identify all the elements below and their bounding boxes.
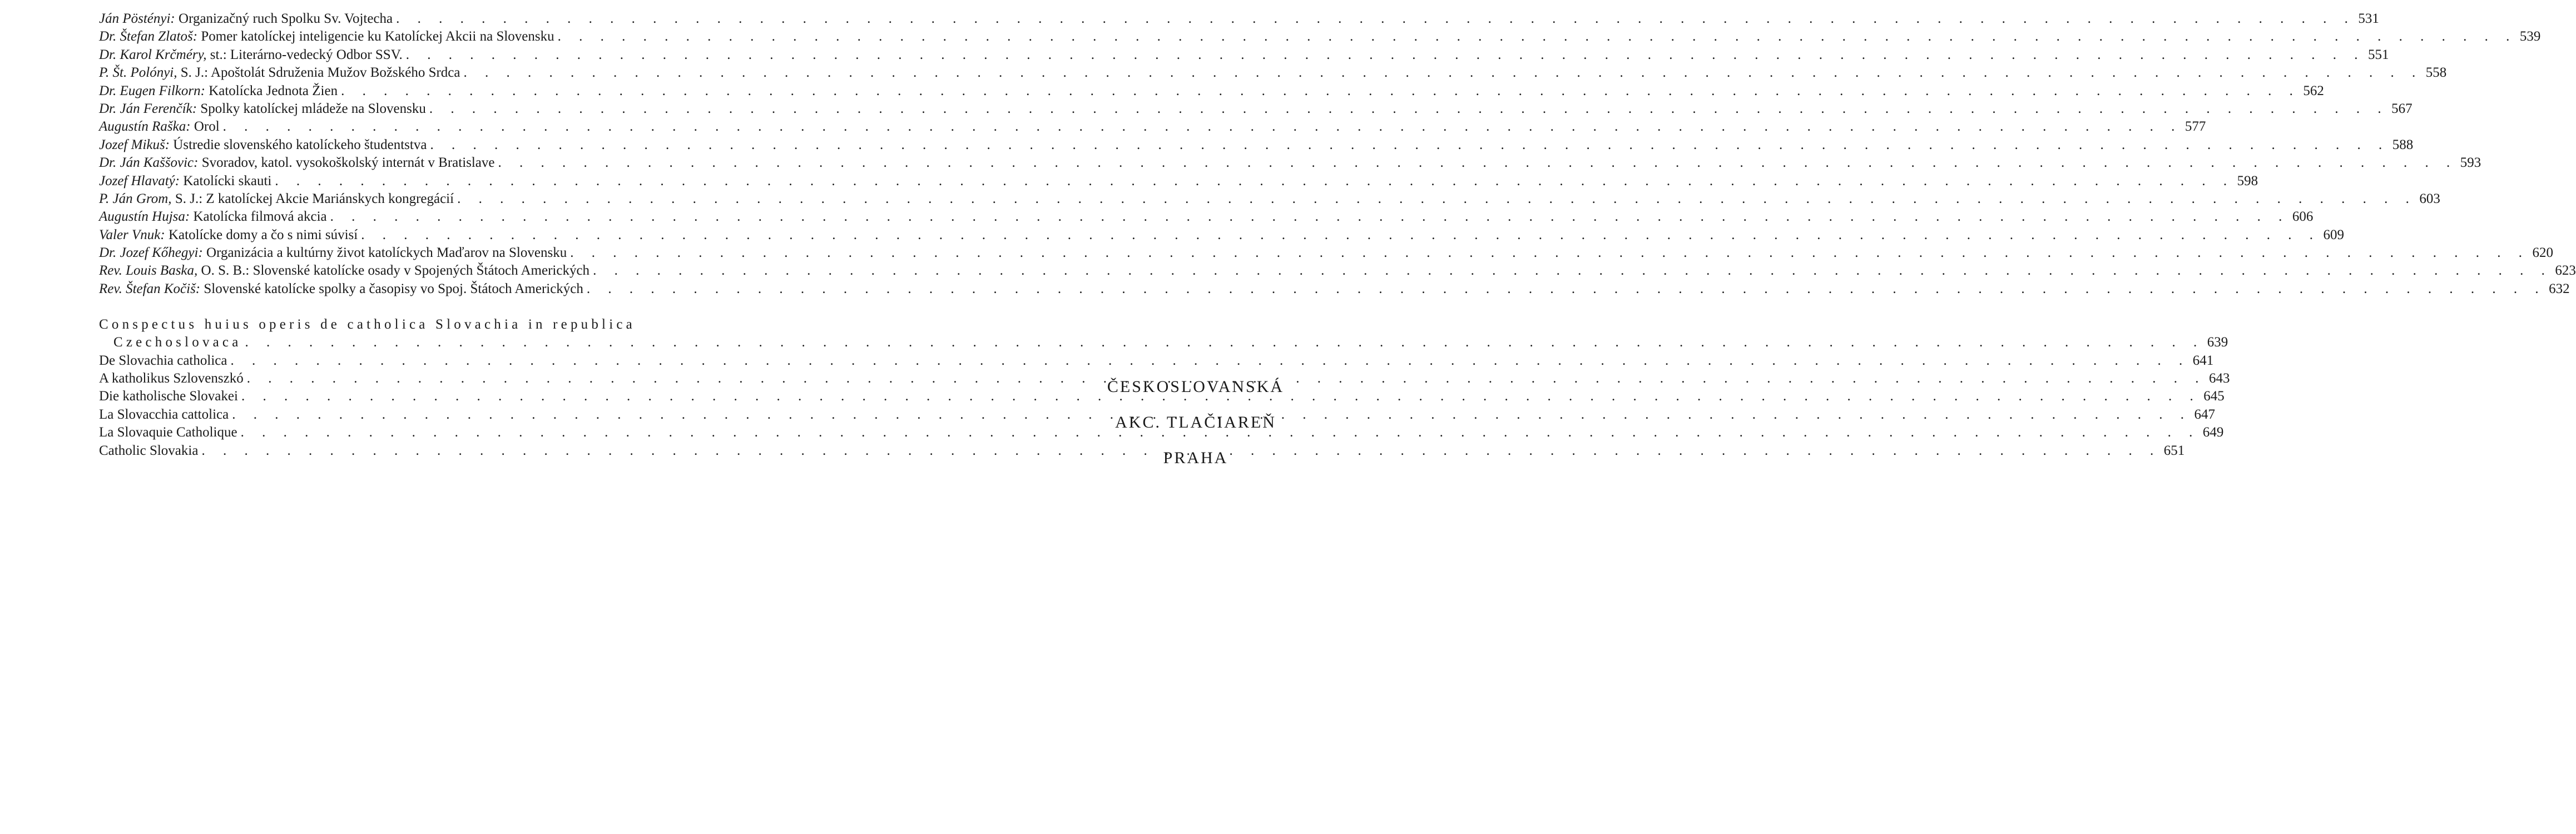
toc-entry-text — [99, 172, 271, 190]
toc-entry-title: S. J.: Z katolíckej Akcie Mariánskych kongregácií — [175, 191, 454, 206]
toc-entry-title: Katolícka Jednota Žien — [209, 83, 338, 98]
page-number: 645 — [2203, 389, 2225, 404]
conspectus-heading-line2: Czechoslovaca — [113, 335, 242, 350]
toc-entry-title: O. S. B.: Slovenské katolícke osady v Spojených Štátoch Amerických — [201, 263, 590, 279]
leader-dots — [271, 172, 2230, 190]
toc-entry-title: Katolícki skauti — [183, 173, 272, 188]
toc-entry-author: Valer Vnuk: — [99, 227, 165, 242]
leader-dots — [554, 28, 2513, 46]
toc-entry — [99, 190, 2440, 208]
toc-entry-title: Ústredie slovenského katolíckeho študentstva — [173, 137, 427, 152]
toc-entry-author: P. Št. Polónyi, — [99, 65, 177, 81]
toc-entry-title: Katolícka filmová akcia — [193, 209, 327, 225]
toc-entry-author: Rev. Louis Baska, — [99, 263, 198, 279]
toc-entry-title: Spolky katolíckej mládeže na Slovensku — [200, 101, 426, 116]
toc-entry — [99, 46, 2389, 64]
imprint-line-1: ČESKOSLOVANSKÁ — [1107, 378, 1285, 396]
toc-entry — [99, 64, 2447, 82]
page-number: 647 — [2194, 406, 2215, 422]
toc-entry-text — [99, 118, 220, 136]
toc-entry — [99, 262, 2576, 280]
leader-dots — [403, 46, 2361, 64]
toc-entry — [99, 208, 2314, 226]
page-number: 577 — [2184, 119, 2206, 135]
toc-entry-author: Jozef Hlavatý: — [99, 173, 180, 188]
toc-entry-author: Dr. Štefan Zlatoš: — [99, 29, 198, 44]
conspectus-heading-continuation — [99, 334, 2228, 351]
conspectus-heading: Conspectus huius operis de catholica Slovachia in republica — [99, 317, 636, 332]
page-number: 606 — [2292, 209, 2314, 225]
toc-entry — [99, 100, 2412, 118]
toc-entry-title: Katolícke domy a čo s nimi súvisí — [168, 227, 358, 242]
toc-entry-title: Svoradov, katol. vysokoškolský internát v Bratislave — [201, 155, 495, 171]
leader-dots — [426, 100, 2385, 118]
toc-entry-text — [99, 280, 583, 298]
printer-imprint — [1073, 371, 1318, 478]
toc-entry — [99, 172, 2258, 190]
toc-entry-text — [99, 28, 554, 46]
toc-entry — [99, 244, 2553, 262]
leader-dots — [327, 208, 2286, 226]
imprint-line-2: AKC. TLAČIAREŇ — [1115, 413, 1276, 431]
toc-entry-author: Rev. Štefan Kočiš: — [99, 281, 201, 296]
leader-dots — [460, 64, 2419, 82]
conspectus-entry — [99, 352, 2214, 370]
leader-dots — [393, 10, 2351, 28]
page-number: 649 — [2202, 425, 2224, 440]
toc-entry — [99, 136, 2414, 154]
page-number: 641 — [2192, 353, 2214, 368]
leader-dots — [427, 136, 2385, 154]
page-number: 558 — [2425, 65, 2447, 81]
toc-entry-title: Organizácia a kultúrny život katolíckych Maďarov na Slovensku — [206, 245, 567, 261]
toc-entry-author: Dr. Ján Ferenčík: — [99, 101, 197, 116]
toc-entry-text — [99, 100, 426, 118]
conspectus-entry-title: A katholikus Szlovenszkó — [99, 371, 244, 386]
toc-entry-title: Pomer katolíckej inteligencie ku Katolíckej Akcii na Slovensku — [201, 29, 554, 44]
page-number: 567 — [2391, 101, 2412, 116]
page-number: 639 — [2207, 335, 2228, 350]
toc-entry-text — [99, 82, 338, 100]
toc-entry-author: P. Ján Grom, — [99, 191, 172, 206]
toc-entry-text — [99, 262, 589, 280]
toc-entry-text — [99, 136, 427, 154]
toc-entry — [99, 226, 2344, 244]
page-number: 643 — [2208, 371, 2230, 386]
toc-entry-author: Jozef Mikuš: — [99, 137, 170, 152]
conspectus-entry-title: Die katholische Slovakei — [99, 389, 238, 404]
toc-entry-author: Dr. Jozef Kőhegyi: — [99, 245, 203, 261]
leader-dots — [227, 352, 2186, 370]
toc-entry-author: Augustín Hujsa: — [99, 209, 190, 225]
toc-entry-title: Organizačný ruch Spolku Sv. Vojtecha — [179, 11, 393, 26]
conspectus-entry-title: La Slovacchia cattolica — [99, 406, 229, 422]
page-number: 531 — [2358, 11, 2379, 26]
toc-entry-author: Augustín Raška: — [99, 119, 191, 135]
toc-entry — [99, 154, 2481, 172]
toc-entry-author: Dr. Ján Kaššovic: — [99, 155, 199, 171]
toc-entry-title: st.: Literárno-vedecký Odbor SSV. — [210, 47, 403, 62]
toc-entry-text — [99, 226, 358, 244]
page-number: 620 — [2532, 245, 2553, 261]
leader-dots — [242, 334, 2201, 351]
toc-entry-text — [99, 154, 495, 172]
toc-entry — [99, 28, 2541, 46]
conspectus-entry — [99, 424, 2224, 441]
toc-entry-title: Slovenské katolícke spolky a časopisy vo Spoj. Štátoch Amerických — [204, 281, 583, 296]
toc-entry-text — [99, 10, 393, 28]
leader-dots — [454, 190, 2412, 208]
page-number: 588 — [2392, 137, 2414, 152]
toc-entry-text — [99, 64, 460, 82]
page-number: 593 — [2460, 155, 2481, 171]
page-number: 551 — [2368, 47, 2389, 62]
toc-entry-text — [99, 190, 454, 208]
leader-dots — [495, 154, 2454, 172]
toc-entry-title: Orol — [194, 119, 220, 135]
leader-dots — [358, 226, 2316, 244]
toc-entry — [99, 280, 2570, 298]
toc-entry-author: Ján Pöstényi: — [99, 11, 175, 26]
toc-entry — [99, 118, 2206, 136]
page-number: 539 — [2519, 29, 2541, 44]
leader-dots — [583, 280, 2542, 298]
conspectus-entry — [99, 388, 2225, 405]
toc-entry-author: Dr. Eugen Filkorn: — [99, 83, 205, 98]
leader-dots — [567, 244, 2525, 262]
conspectus-entry-title: De Slovachia catholica — [99, 353, 227, 368]
toc-entries-list — [99, 10, 2576, 298]
page-number: 632 — [2549, 281, 2570, 296]
page-number: 609 — [2323, 227, 2344, 242]
toc-entry-title: S. J.: Apoštolát Sdruženia Mužov Božského Srdca — [180, 65, 460, 81]
conspectus-entry-title: La Slovaquie Catholique — [99, 425, 237, 440]
page-number: 603 — [2419, 191, 2440, 206]
page-number: 598 — [2237, 173, 2258, 188]
leader-dots — [589, 262, 2548, 280]
toc-entry-text — [99, 244, 567, 262]
imprint-line-3: PRAHA — [1163, 449, 1228, 467]
page-number: 623 — [2555, 263, 2576, 279]
conspectus-entry-title: Catholic Slovakia — [99, 443, 199, 458]
leader-dots — [220, 118, 2178, 136]
toc-entry — [99, 10, 2379, 28]
leader-dots — [338, 82, 2296, 100]
page-number: 651 — [2163, 443, 2185, 458]
page-number: 562 — [2303, 83, 2324, 98]
toc-entry-author: Dr. Karol Krčméry, — [99, 47, 207, 62]
toc-entry-text — [99, 208, 327, 226]
toc-entry-text — [99, 46, 403, 64]
section-gap — [99, 298, 710, 316]
toc-entry — [99, 82, 2324, 100]
